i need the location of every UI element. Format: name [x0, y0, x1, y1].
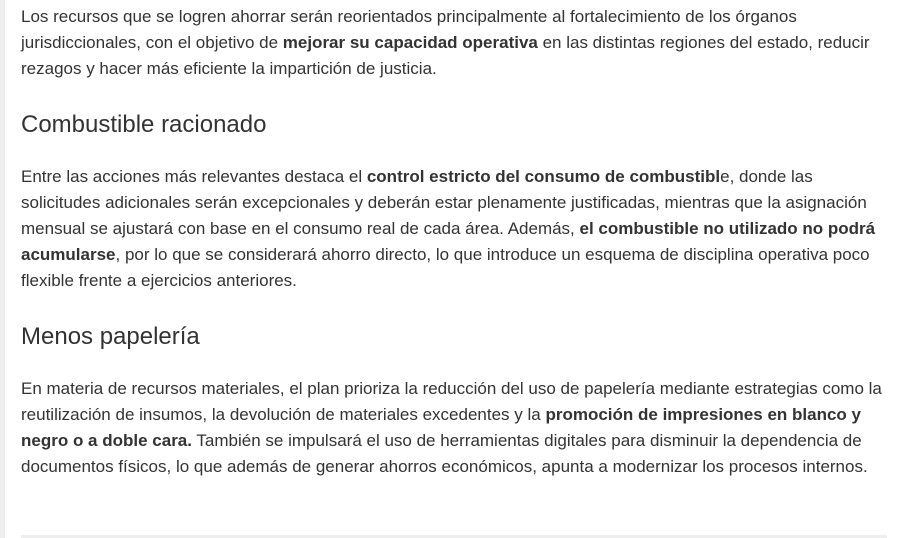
paragraph-text: En materia de recursos materiales, el plan prioriza la reducción del uso de papelería mediante estrategias como la reutilización de insumos, la devolución de materiales excedentes y la — [21, 379, 882, 424]
bold-text: control estricto del consumo de combustibl — [366, 167, 721, 186]
bold-text: el combustible no utilizado no podrá acumularse — [21, 219, 876, 264]
heading-papeleria: Menos papelería — [21, 323, 200, 350]
left-border — [0, 0, 5, 538]
paragraph-text: en las distintas regiones del estado, reducir rezagos y hacer más eficiente la impartición de justicia. — [21, 33, 870, 78]
heading-combustible: Combustible racionado — [21, 111, 267, 138]
paragraph-text: Entre las acciones más relevantes destaca el — [21, 167, 367, 186]
paragraph-fuel — [21, 164, 891, 294]
paragraph-text: Los recursos que se logren ahorrar serán reorientados principalmente al fortalecimiento de los órganos jurisdiccionales, con el objetivo de — [21, 7, 797, 52]
article-body — [21, 4, 891, 480]
paragraph-paper — [21, 376, 891, 480]
bold-text: promoción de impresiones en blanco y negro o a doble cara. — [21, 405, 861, 450]
paragraph-text: e, donde las solicitudes adicionales serán excepcionales y deberán estar plenamente justificadas, mientras que la asignación mensual se ajustará con base en el consumo real de cada área. Además, — [21, 167, 867, 238]
paragraph-savings — [21, 4, 891, 82]
paragraph-text: También se impulsará el uso de herramientas digitales para disminuir la dependencia de documentos físicos, lo que además de generar ahorros económicos, apunta a modernizar los procesos internos. — [21, 431, 868, 476]
bold-text: mejorar su capacidad operativa — [282, 33, 538, 52]
paragraph-text: , por lo que se considerará ahorro directo, lo que introduce un esquema de disciplina operativa poco flexible frente a ejercicios anteriores. — [21, 245, 870, 290]
